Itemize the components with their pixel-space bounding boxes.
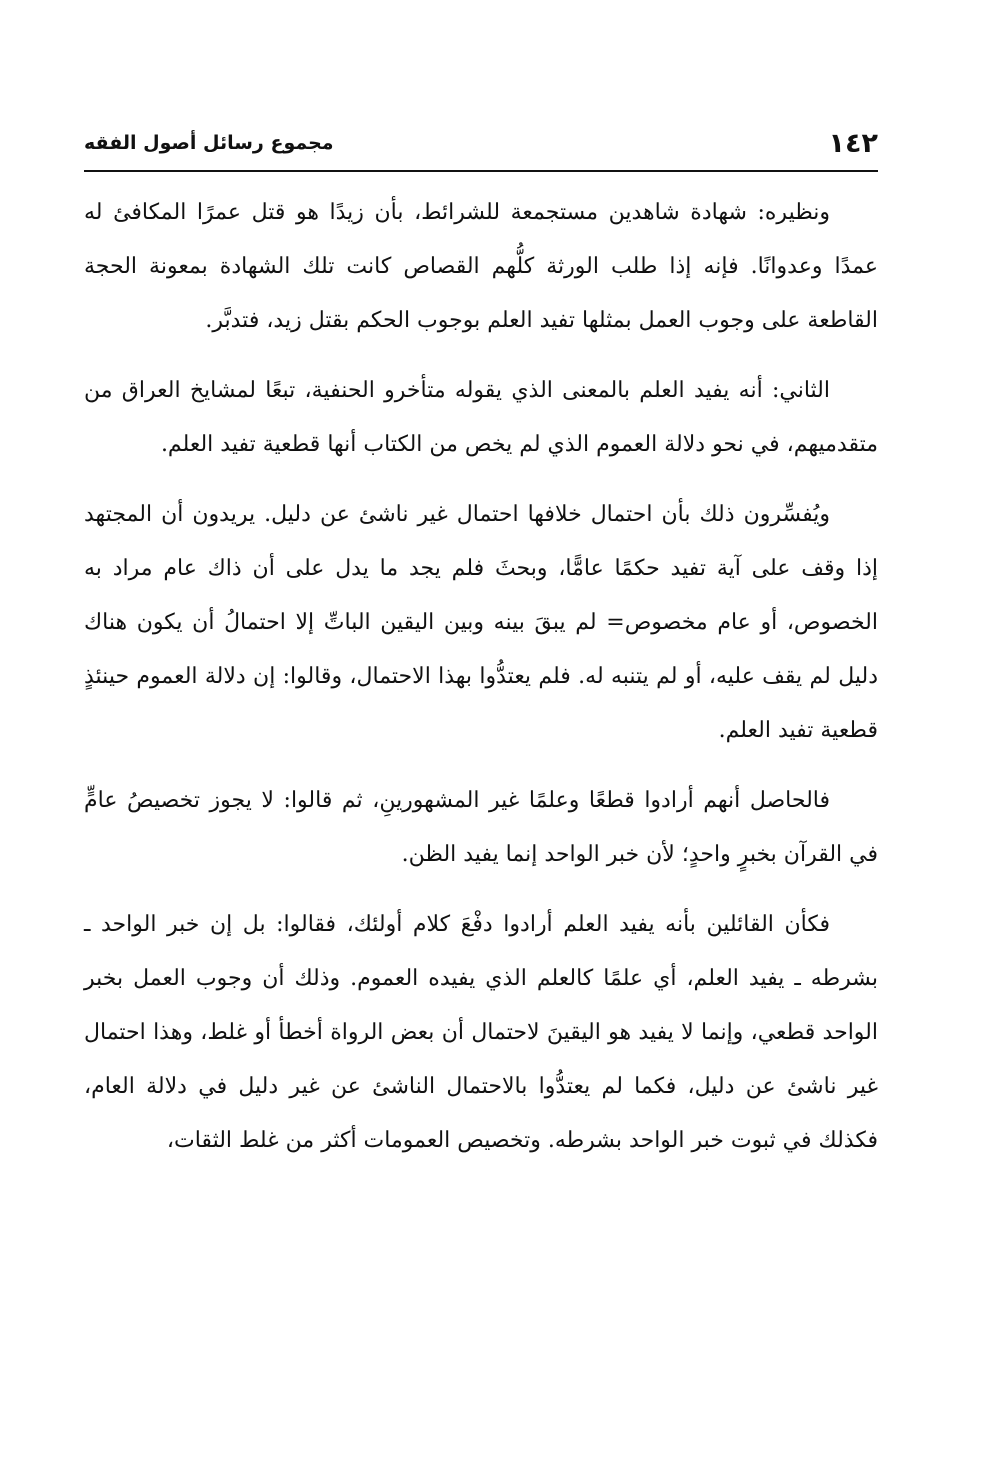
paragraph: فالحاصل أنهم أرادوا قطعًا وعلمًا غير المشهورينِ، ثم قالوا: لا يجوز تخصيصُ عامٍّ في القرآن بخبرٍ واحدٍ؛ لأن خبر الواحد إنما يفيد الظن. (84, 788, 878, 867)
paragraph: الثاني: أنه يفيد العلم بالمعنى الذي يقوله متأخرو الحنفية، تبعًا لمشايخ العراق من متقدميهم، في نحو دلالة العموم الذي لم يخص من الكتاب أنها قطعية تفيد العلم. (84, 378, 878, 457)
page-number: ١٤٢ (828, 128, 878, 159)
page-header (84, 126, 878, 166)
paragraph: ونظيره: شهادة شاهدين مستجمعة للشرائط، بأن زيدًا هو قتل عمرًا المكافئ له عمدًا وعدوانًا. فإنه إذا طلب الورثة كلُّهم القصاص كانت تلك الشهادة بمعونة الحجة القاطعة على وجوب العمل بمثلها تفيد العلم بوجوب الحكم بقتل زيد، فتدبَّر. (84, 200, 878, 333)
body-text (84, 186, 878, 1184)
running-title: مجموع رسائل أصول الفقه (84, 132, 334, 154)
paragraph: فكأن القائلين بأنه يفيد العلم أرادوا دفْعَ كلام أولئك، فقالوا: بل إن خبر الواحد ـ بشرطه ـ يفيد العلم، أي علمًا كالعلم الذي يفيده العموم. وذلك أن وجوب العمل بخبر الواحد قطعي، وإنما لا يفيد هو اليقينَ لاحتمال أن بعض الرواة أخطأ أو غلط، وهذا احتمال غير ناشئ عن دليل، فكما لم يعتدُّوا بالاحتمال الناشئ عن غير دليل في دلالة العام، فكذلك في ثبوت خبر الواحد بشرطه. وتخصيص العمومات أكثر من غلط الثقات، (84, 912, 878, 1153)
paragraph: ويُفسِّرون ذلك بأن احتمال خلافها احتمال غير ناشئ عن دليل. يريدون أن المجتهد إذا وقف على آية تفيد حكمًا عامًّا، وبحثَ فلم يجد ما يدل على أن ذاك عام مراد به الخصوص، أو عام مخصوص= لم يبقَ بينه وبين اليقين الباتِّ إلا احتمالُ أن يكون هناك دليل لم يقف عليه، أو لم يتنبه له. فلم يعتدُّوا بهذا الاحتمال، وقالوا: إن دلالة العموم حينئذٍ قطعية تفيد العلم. (84, 502, 878, 743)
header-divider (84, 170, 878, 172)
